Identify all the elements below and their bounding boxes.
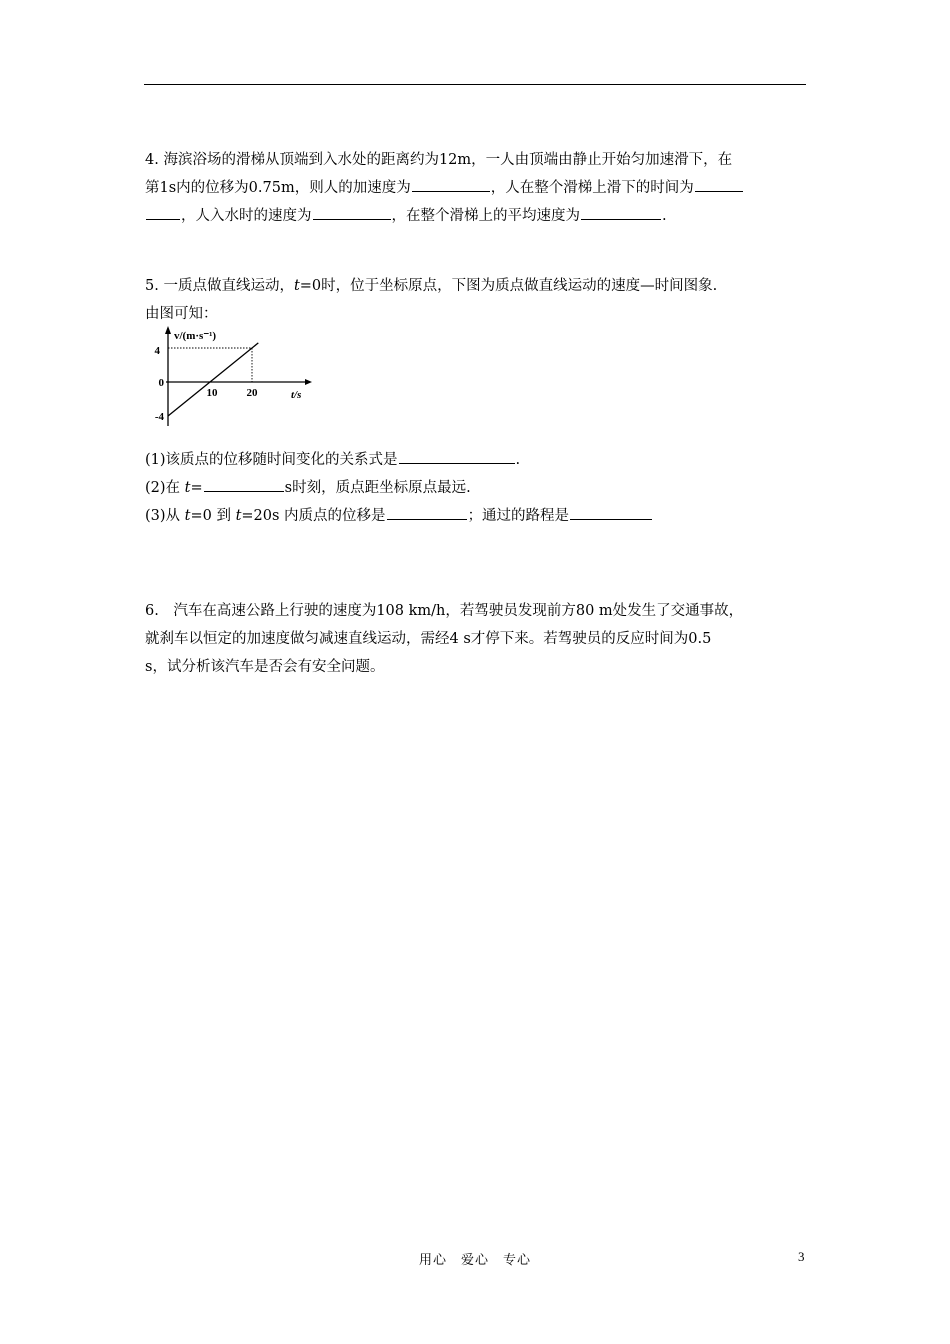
q5-sub-3: (3)从 t=0 到 t=20s 内质点的位移是 ；通过的路程是 [145, 502, 810, 530]
y-axis-arrow [165, 326, 171, 334]
question-6 [145, 597, 810, 681]
question-4 [145, 146, 810, 230]
q6-line-2: 就刹车以恒定的加速度做匀减速直线运动，需经4 s才停下来。若驾驶员的反应时间为0.5 [145, 631, 712, 647]
y-tick-label: 4 [154, 345, 160, 357]
y-tick-label: 0 [158, 377, 164, 389]
question-5-subparts [145, 446, 810, 530]
y-tick-label: -4 [154, 411, 164, 423]
x-tick-label: 10 [206, 387, 218, 399]
q4-blank-time-part1[interactable] [695, 175, 743, 192]
q5-sub-1: (1)该质点的位移随时间变化的关系式是 . [145, 446, 810, 474]
q4-line-1: 4. 海滨浴场的滑梯从顶端到入水处的距离约为12m，一人由顶端由静止开始匀加速滑下，在 [145, 152, 733, 168]
header-rule [144, 84, 806, 85]
q5-blank-distance[interactable] [570, 503, 652, 520]
q4-blank-acceleration[interactable] [412, 175, 490, 192]
footer-motto: 用心 爱心 专心 [418, 1253, 531, 1268]
q5-blank-farthest-time[interactable] [204, 475, 284, 492]
x-tick-label: 20 [246, 387, 258, 399]
q6-line-1: 6. 汽车在高速公路上行驶的速度为108 km/h，若驾驶员发现前方80 m处发生了交通事故， [145, 603, 744, 619]
velocity-series-line [168, 343, 258, 416]
page-number: 3 [798, 1249, 805, 1264]
q5-blank-displacement[interactable] [387, 503, 467, 520]
q6-line-3: s，试分析该汽车是否会有安全问题。 [145, 659, 385, 675]
q5-line-1: 5. 一质点做直线运动，t=0时，位于坐标原点，下图为质点做直线运动的速度—时间图象. [145, 278, 718, 294]
q4-line-3: ，人入水时的速度为 ，在整个滑梯上的平均速度为 . [145, 202, 810, 230]
q5-sub-2: (2)在 t= s时刻，质点距坐标原点最远. [145, 474, 810, 502]
q4-blank-time-part2[interactable] [146, 203, 180, 220]
q5-blank-displacement-formula[interactable] [399, 447, 515, 464]
question-5 [145, 272, 810, 328]
y-axis-label: v/(m·s⁻¹) [174, 330, 217, 342]
dotted-guides [168, 348, 252, 382]
x-axis-label: t/s [291, 389, 302, 401]
q4-blank-average-speed[interactable] [581, 203, 661, 220]
x-axis-arrow [305, 379, 312, 385]
q4-blank-entry-speed[interactable] [313, 203, 391, 220]
q5-line-2: 由图可知： [145, 306, 218, 322]
velocity-time-chart [150, 322, 315, 430]
q4-line-2: 第1s内的位移为0.75m，则人的加速度为 ，人在整个滑梯上滑下的时间为 [145, 174, 810, 202]
